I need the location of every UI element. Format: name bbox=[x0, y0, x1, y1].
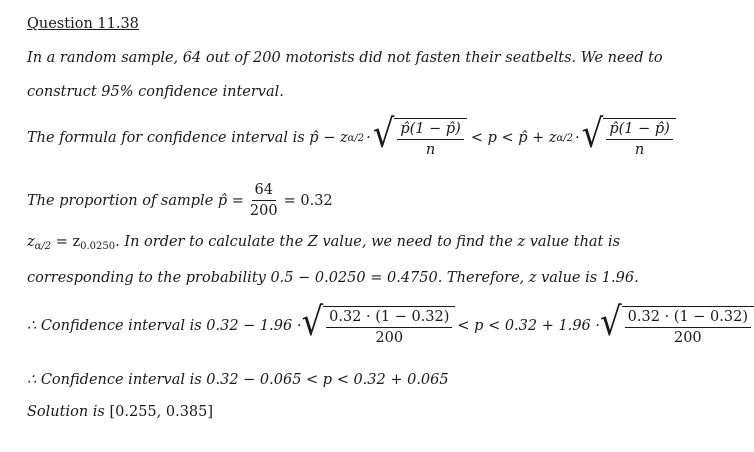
proportion-result: = 0.32 bbox=[283, 192, 333, 209]
formula-sqrt-1: √ $\frac{p̂(1 - p̂)}{n}$ bbox=[373, 118, 467, 158]
z-line-eq: = z bbox=[55, 234, 81, 250]
ci-den-1: 200 bbox=[375, 329, 404, 346]
solution-line bbox=[27, 404, 213, 420]
solution-label: Solution is bbox=[27, 404, 105, 420]
intro-line-2: construct 95% confidence interval. bbox=[27, 84, 284, 100]
ci-result-line: ∴ Confidence interval is 0.32 − 0.065 < p < 0.32 + 0.065 bbox=[27, 372, 449, 388]
z-line-rest: . In order to calculate the Z value, we need to find the z value that is bbox=[115, 234, 621, 250]
proportion-den: 200 bbox=[249, 202, 278, 219]
ci-sqrt-1: √ $\frac{0.32 \cdot (1 - 0.32)}{200}$ bbox=[301, 306, 455, 346]
formula-dot-2: · bbox=[575, 130, 580, 147]
proportion-num: 64 bbox=[252, 182, 276, 201]
formula-num-1: p̂(1 − p̂) bbox=[397, 121, 463, 140]
z-line-sub: 0.0250 bbox=[80, 241, 116, 252]
formula-mid: < p < p̂ + z bbox=[470, 130, 557, 147]
formula-dot-1: · bbox=[366, 130, 371, 147]
ci-lead: ∴ Confidence interval is 0.32 − 1.96 · bbox=[27, 318, 302, 335]
ci-line bbox=[27, 299, 754, 346]
probability-line: corresponding to the probability 0.5 − 0.0250 = 0.4750. Therefore, z value is 1.96. bbox=[27, 270, 639, 286]
formula-alpha-2: α/2 bbox=[556, 132, 574, 144]
formula-den-2: n bbox=[634, 141, 645, 158]
solution-value: [0.255, 0.385] bbox=[109, 404, 214, 420]
proportion-lead: The proportion of sample p̂ = bbox=[27, 192, 244, 209]
intro-line-1: In a random sample, 64 out of 200 motorists did not fasten their seatbelts. We need to bbox=[27, 50, 663, 66]
formula-lead: The formula for confidence interval is p̂ − z bbox=[27, 130, 348, 147]
proportion-line bbox=[27, 182, 333, 219]
ci-den-2: 200 bbox=[673, 329, 702, 346]
z-line bbox=[27, 234, 620, 252]
formula-line bbox=[27, 111, 676, 158]
ci-mid: < p < 0.32 + 1.96 · bbox=[457, 318, 600, 335]
formula-sqrt-2: √ $\frac{p̂(1 - p̂)}{n}$ bbox=[582, 118, 676, 158]
z-line-start: z bbox=[27, 234, 35, 250]
formula-alpha-1: α/2 bbox=[347, 132, 365, 144]
ci-num-1: 0.32 · (1 − 0.32) bbox=[326, 309, 452, 328]
formula-num-2: p̂(1 − p̂) bbox=[606, 121, 672, 140]
proportion-fraction bbox=[247, 182, 281, 219]
formula-den-1: n bbox=[425, 141, 436, 158]
z-line-alpha: α/2 bbox=[34, 241, 52, 252]
ci-num-2: 0.32 · (1 − 0.32) bbox=[625, 309, 751, 328]
ci-sqrt-2: √ $\frac{0.32 \cdot (1 - 0.32)}{200}$ bbox=[600, 306, 754, 346]
question-heading: Question 11.38 bbox=[27, 16, 139, 32]
